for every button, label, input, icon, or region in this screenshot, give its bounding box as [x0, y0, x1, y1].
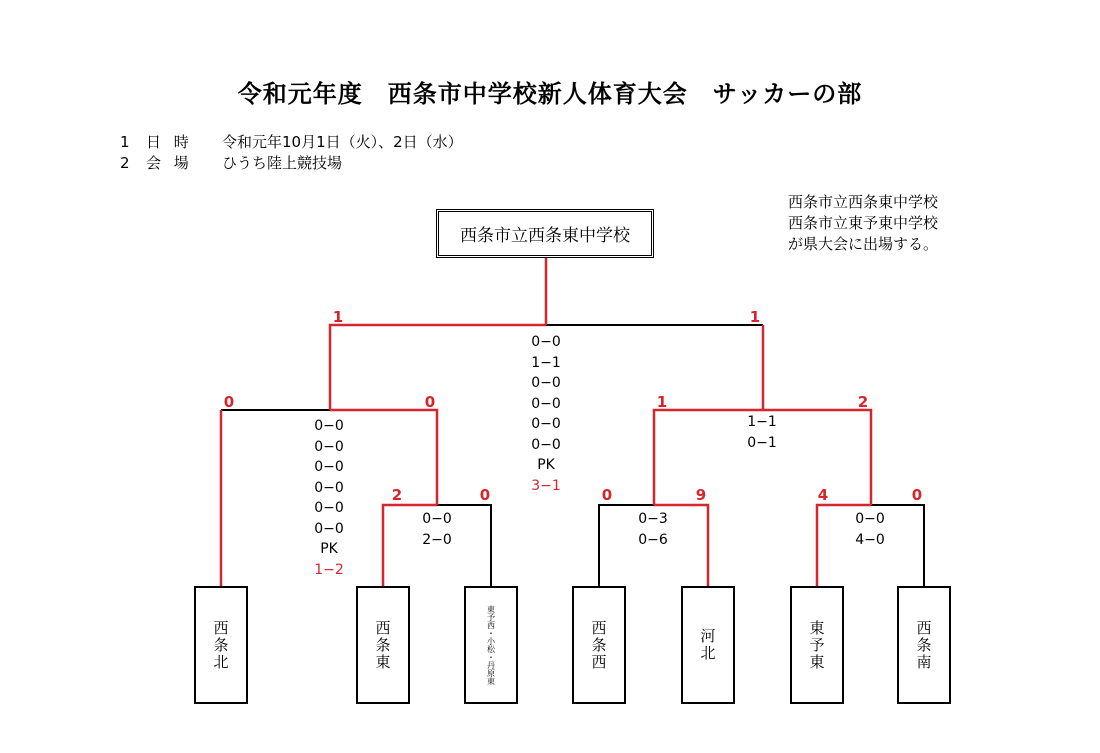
final-half-2: 1−1 — [531, 354, 561, 371]
note-line-2: 西条市立東予東中学校 — [787, 214, 938, 232]
final-left-score: 1 — [332, 308, 344, 326]
info-venue-value: ひうち陸上競技場 — [222, 154, 343, 172]
final-half-1: 0−0 — [531, 334, 561, 350]
sf2-detail — [732, 412, 792, 453]
team-name: 西条南 — [914, 619, 933, 671]
qf1-right-score: 0 — [479, 486, 491, 504]
sf1-et-4: 0−0 — [314, 520, 344, 537]
sf1-right-score: 0 — [424, 393, 436, 411]
info-date-number: 1 — [120, 133, 130, 151]
qf1-left-score: 2 — [391, 486, 403, 504]
sf1-half-1: 0−0 — [314, 418, 344, 434]
final-detail — [516, 332, 576, 496]
team-box — [572, 586, 626, 704]
final-et-1: 0−0 — [531, 375, 561, 391]
team-box — [464, 586, 518, 704]
final-pk-label: PK — [537, 457, 555, 473]
info-date-label: 日 時 — [146, 133, 193, 151]
team-name: 西条西 — [589, 619, 608, 671]
info-venue-number: 2 — [120, 154, 130, 172]
qf3-right-score: 0 — [911, 486, 923, 504]
final-right-score: 1 — [749, 308, 761, 326]
qf1-half-2: 2−0 — [422, 531, 452, 548]
sf1-detail — [299, 416, 359, 580]
qf3-left-score: 4 — [817, 486, 829, 504]
final-et-4: 0−0 — [531, 436, 561, 453]
note-line-1: 西条市立西条東中学校 — [787, 193, 938, 211]
sf1-half-2: 0−0 — [314, 438, 344, 455]
team-name: 河北 — [698, 628, 717, 662]
final-et-3: 0−0 — [531, 416, 561, 432]
final-pk-score: 3−1 — [531, 477, 561, 494]
qf2-detail — [623, 509, 683, 550]
sf1-left-score: 0 — [223, 393, 235, 411]
team-name: 西条東 — [373, 619, 392, 671]
qf2-right-score: 9 — [695, 486, 707, 504]
sf2-half-2: 0−1 — [747, 434, 777, 451]
qf1-detail — [407, 509, 467, 550]
sf1-pk-label: PK — [320, 541, 338, 557]
sf2-left-score: 1 — [656, 393, 668, 411]
qf2-half-1: 0−3 — [638, 511, 668, 527]
sf2-right-score: 2 — [857, 393, 869, 411]
sf1-et-1: 0−0 — [314, 459, 344, 475]
qf2-half-2: 0−6 — [638, 531, 668, 548]
qf3-half-2: 4−0 — [855, 531, 885, 548]
team-name: 西条北 — [211, 619, 230, 671]
qf1-half-1: 0−0 — [422, 511, 452, 527]
page-title: 令和元年度 西条市中学校新人体育大会 サッカーの部 — [237, 80, 863, 108]
sf1-et-3: 0−0 — [314, 500, 344, 516]
team-box — [790, 586, 844, 704]
team-box — [356, 586, 410, 704]
final-et-2: 0−0 — [531, 395, 561, 412]
qf3-detail — [840, 509, 900, 550]
team-name: 東予東 — [807, 619, 826, 671]
qf3-half-1: 0−0 — [855, 511, 885, 527]
info-date-value: 令和元年10月1日（火）、2日（水） — [222, 133, 463, 151]
sf1-et-2: 0−0 — [314, 479, 344, 496]
team-name: 東予西・小松・丹原東 — [486, 605, 496, 685]
team-box — [897, 586, 951, 704]
team-box — [194, 586, 248, 704]
champion-name: 西条市立西条東中学校 — [460, 226, 630, 246]
team-box — [681, 586, 735, 704]
sf1-pk-score: 1−2 — [314, 561, 344, 578]
sf2-half-1: 1−1 — [747, 414, 777, 430]
qf2-left-score: 0 — [601, 486, 613, 504]
info-venue-label: 会 場 — [146, 154, 193, 172]
note-line-3: が県大会に出場する。 — [787, 235, 938, 253]
